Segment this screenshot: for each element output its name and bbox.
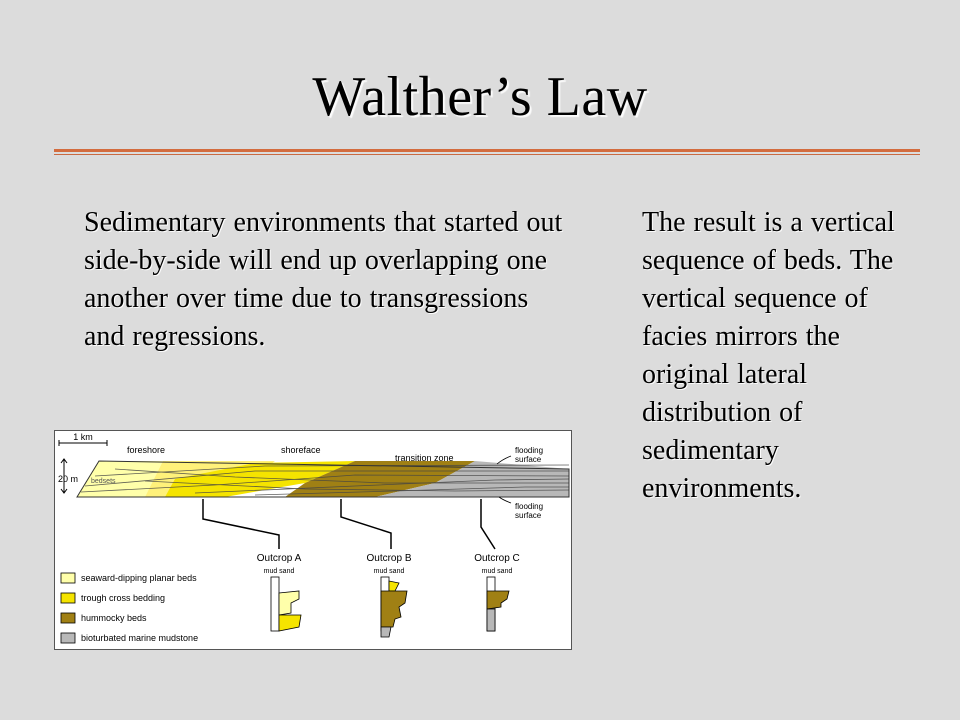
facies-cross-section — [55, 431, 571, 649]
outcrop-c-column — [487, 577, 509, 631]
vertical-scale-label: 20 m — [58, 474, 79, 484]
legend-label-hummocky: hummocky beds — [81, 613, 147, 623]
outcrop-b-column — [381, 577, 407, 637]
horizontal-scale-label: 1 km — [73, 432, 93, 442]
outcrop-a-column — [271, 577, 301, 631]
outcrop-b-label: Outcrop B — [366, 553, 412, 564]
flooding-surface-top-label-1: flooding — [515, 446, 544, 455]
flooding-surface-bottom-label-2: surface — [515, 511, 542, 520]
legend-swatch-planar — [61, 573, 75, 583]
outcrop-a-axis: mud sand — [263, 568, 295, 575]
legend-swatch-hummocky — [61, 613, 75, 623]
left-paragraph: Sedimentary environments that started out side-by-side will end up overlapping one another over time due to transgressions and regressions. — [84, 207, 563, 352]
bedsets-label: bedsets — [91, 478, 116, 485]
shoreface-label: shoreface — [281, 445, 321, 455]
foreshore-label: foreshore — [127, 445, 166, 455]
cross-section-block — [77, 461, 569, 497]
right-paragraph: The result is a vertical sequence of beds. The vertical sequence of facies mirrors the original lateral distribution of sedimentary environments. — [642, 207, 895, 504]
flooding-surface-top-label-2: surface — [515, 455, 542, 464]
walthers-law-diagram — [54, 430, 572, 650]
outcrop-leader-lines — [203, 499, 495, 549]
legend-swatch-mudstone — [61, 633, 75, 643]
outcrop-c-label: Outcrop C — [474, 553, 520, 564]
transition-zone-label: transition zone — [395, 453, 454, 463]
legend — [61, 573, 198, 643]
flooding-surface-bottom-label-1: flooding — [515, 502, 544, 511]
legend-label-trough: trough cross bedding — [81, 593, 166, 603]
legend-swatch-trough — [61, 593, 75, 603]
outcrop-b-axis: mud sand — [373, 568, 405, 575]
slide-title: Walther’s Law — [312, 66, 648, 128]
outcrop-c-axis: mud sand — [481, 568, 513, 575]
title-rule-thin — [54, 154, 920, 155]
title-rule — [54, 149, 920, 152]
legend-label-planar: seaward-dipping planar beds — [81, 573, 197, 583]
legend-label-mudstone: bioturbated marine mudstone — [81, 633, 199, 643]
outcrop-a-label: Outcrop A — [256, 553, 302, 564]
